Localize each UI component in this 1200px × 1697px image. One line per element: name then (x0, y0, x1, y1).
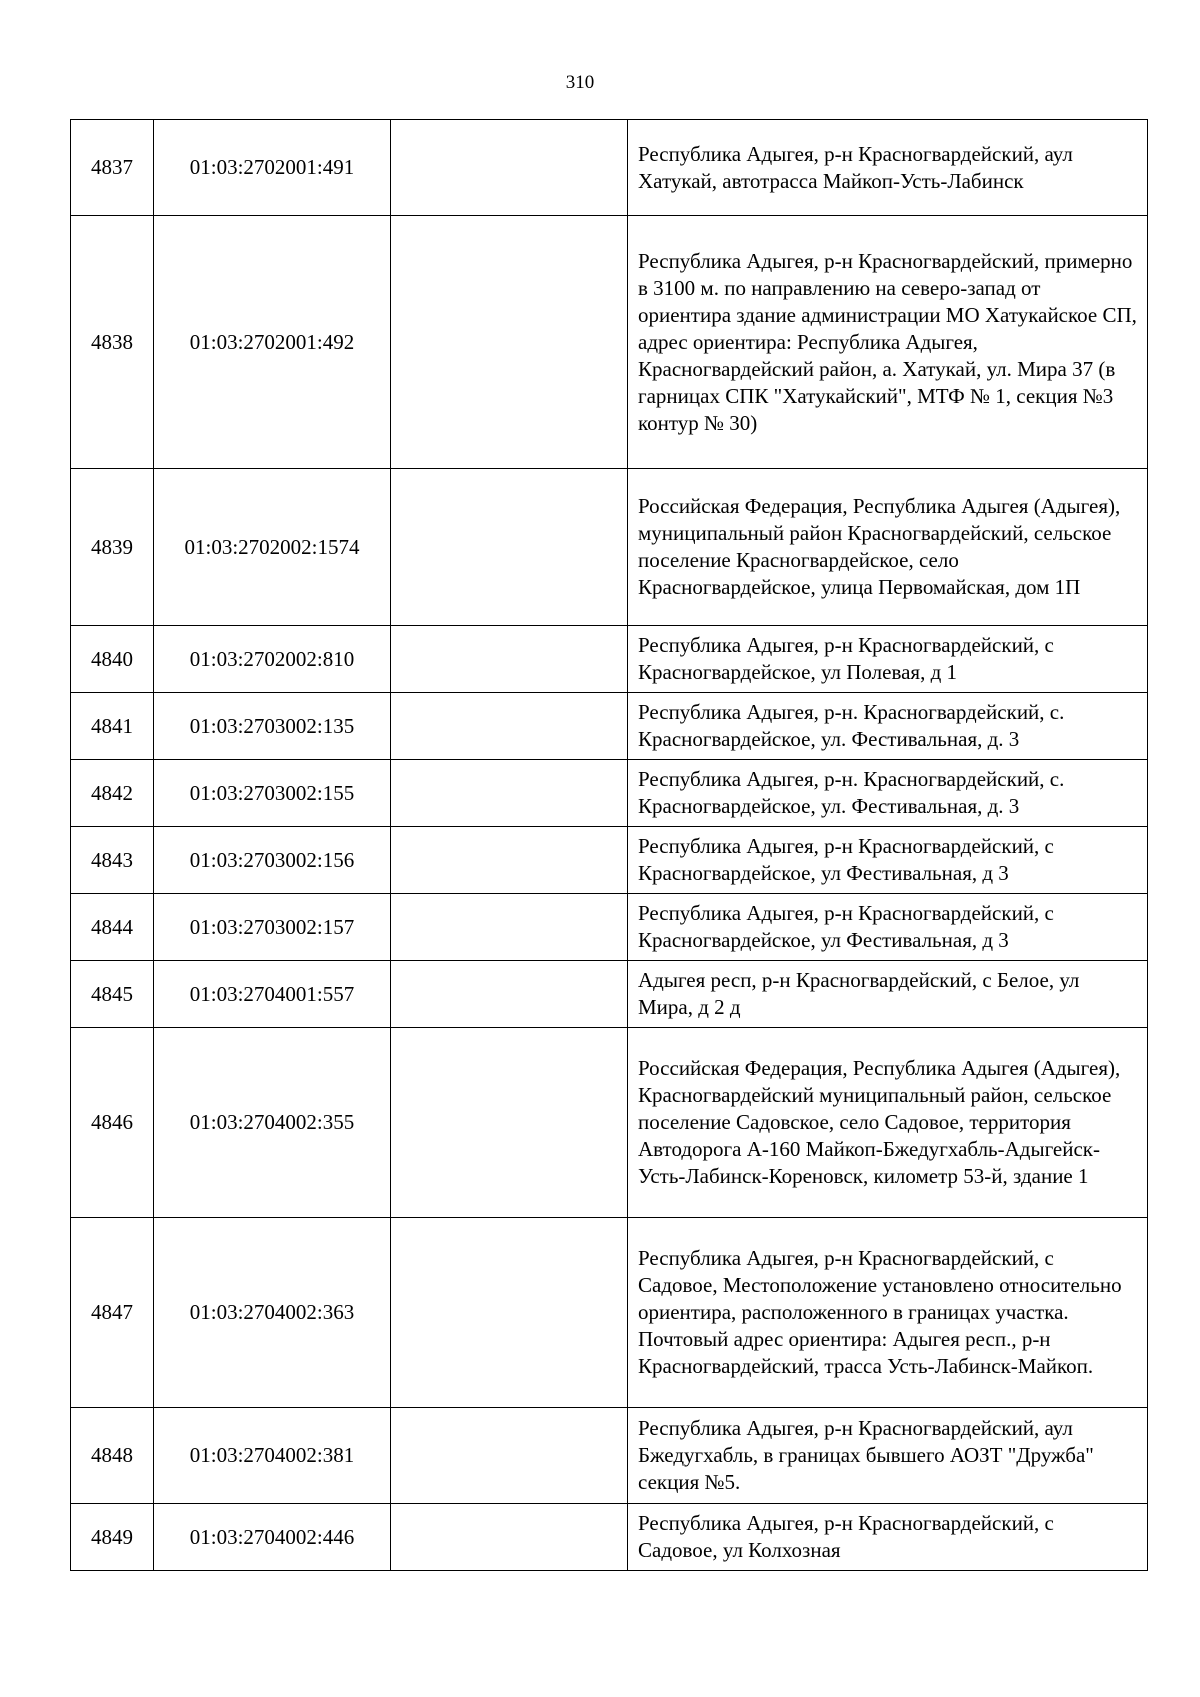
cadastral-number: 01:03:2703002:156 (154, 827, 391, 894)
page-number: 310 (565, 72, 595, 93)
row-number: 4845 (71, 961, 154, 1028)
table-row (71, 760, 1148, 827)
address: Республика Адыгея, р-н Красногвардейский, примерно в 3100 м. по направлению на северо-запад от ориентира здание администрации МО Хатукайское СП, адрес ориентира: Республика Адыгея, Красногвардейский район, а. Хатукай, ул. Мира 37 (в гарницах СПК "Хатукайский", МТФ № 1, секция №3 контур № 30) (628, 216, 1148, 469)
empty-cell (391, 626, 628, 693)
empty-cell (391, 894, 628, 961)
table-row (71, 1028, 1148, 1218)
row-number: 4846 (71, 1028, 154, 1218)
address: Республика Адыгея, р-н Красногвардейский, с Красногвардейское, ул Полевая, д 1 (628, 626, 1148, 693)
row-number: 4848 (71, 1408, 154, 1504)
land-registry-table (70, 119, 1148, 1571)
row-number: 4840 (71, 626, 154, 693)
cadastral-number: 01:03:2703002:155 (154, 760, 391, 827)
row-number: 4843 (71, 827, 154, 894)
row-number: 4841 (71, 693, 154, 760)
cadastral-number: 01:03:2702001:492 (154, 216, 391, 469)
row-number: 4847 (71, 1218, 154, 1408)
empty-cell (391, 1028, 628, 1218)
row-number: 4849 (71, 1504, 154, 1571)
row-number: 4844 (71, 894, 154, 961)
address: Республика Адыгея, р-н Красногвардейский, с Садовое, ул Колхозная (628, 1504, 1148, 1571)
empty-cell (391, 1504, 628, 1571)
table-row (71, 120, 1148, 216)
table-row (71, 693, 1148, 760)
cadastral-number: 01:03:2704002:355 (154, 1028, 391, 1218)
table-row (71, 469, 1148, 626)
cadastral-number: 01:03:2704002:363 (154, 1218, 391, 1408)
cadastral-number: 01:03:2703002:157 (154, 894, 391, 961)
empty-cell (391, 120, 628, 216)
row-number: 4838 (71, 216, 154, 469)
cadastral-number: 01:03:2704001:557 (154, 961, 391, 1028)
empty-cell (391, 216, 628, 469)
row-number: 4839 (71, 469, 154, 626)
cadastral-number: 01:03:2704002:381 (154, 1408, 391, 1504)
address: Республика Адыгея, р-н Красногвардейский, с Садовое, Местоположение установлено относительно ориентира, расположенного в границах участка. Почтовый адрес ориентира: Адыгея респ., р-н Красногвардейский, трасса Усть-Лабинск-Майкоп. (628, 1218, 1148, 1408)
address: Республика Адыгея, р-н Красногвардейский, с Красногвардейское, ул Фестивальная, д 3 (628, 894, 1148, 961)
empty-cell (391, 961, 628, 1028)
address: Республика Адыгея, р-н Красногвардейский, с Красногвардейское, ул Фестивальная, д 3 (628, 827, 1148, 894)
table-row (71, 961, 1148, 1028)
empty-cell (391, 469, 628, 626)
cadastral-number: 01:03:2704002:446 (154, 1504, 391, 1571)
empty-cell (391, 827, 628, 894)
cadastral-number: 01:03:2702001:491 (154, 120, 391, 216)
empty-cell (391, 1218, 628, 1408)
table-row (71, 626, 1148, 693)
address: Российская Федерация, Республика Адыгея (Адыгея), муниципальный район Красногвардейский, сельское поселение Красногвардейское, село Красногвардейское, улица Первомайская, дом 1П (628, 469, 1148, 626)
cadastral-number: 01:03:2702002:810 (154, 626, 391, 693)
cadastral-number: 01:03:2703002:135 (154, 693, 391, 760)
address: Адыгея респ, р-н Красногвардейский, с Белое, ул Мира, д 2 д (628, 961, 1148, 1028)
table-row (71, 216, 1148, 469)
address: Республика Адыгея, р-н. Красногвардейский, с. Красногвардейское, ул. Фестивальная, д. 3 (628, 760, 1148, 827)
address: Российская Федерация, Республика Адыгея (Адыгея), Красногвардейский муниципальный район, сельское поселение Садовское, село Садовое, территория Автодорога А-160 Майкоп-Бжедугхабль-Адыгейск-Усть-Лабинск-Кореновск, километр 53-й, здание 1 (628, 1028, 1148, 1218)
address: Республика Адыгея, р-н Красногвардейский, аул Хатукай, автотрасса Майкоп-Усть-Лабинск (628, 120, 1148, 216)
empty-cell (391, 693, 628, 760)
empty-cell (391, 1408, 628, 1504)
table-row (71, 894, 1148, 961)
row-number: 4842 (71, 760, 154, 827)
row-number: 4837 (71, 120, 154, 216)
empty-cell (391, 760, 628, 827)
table-row (71, 1218, 1148, 1408)
table-body (71, 120, 1148, 1571)
cadastral-number: 01:03:2702002:1574 (154, 469, 391, 626)
address: Республика Адыгея, р-н Красногвардейский, аул Бжедугхабль, в границах бывшего АОЗТ "Дружба" секция №5. (628, 1408, 1148, 1504)
address: Республика Адыгея, р-н. Красногвардейский, с. Красногвардейское, ул. Фестивальная, д. 3 (628, 693, 1148, 760)
table-row (71, 1408, 1148, 1504)
table-row (71, 1504, 1148, 1571)
table-row (71, 827, 1148, 894)
